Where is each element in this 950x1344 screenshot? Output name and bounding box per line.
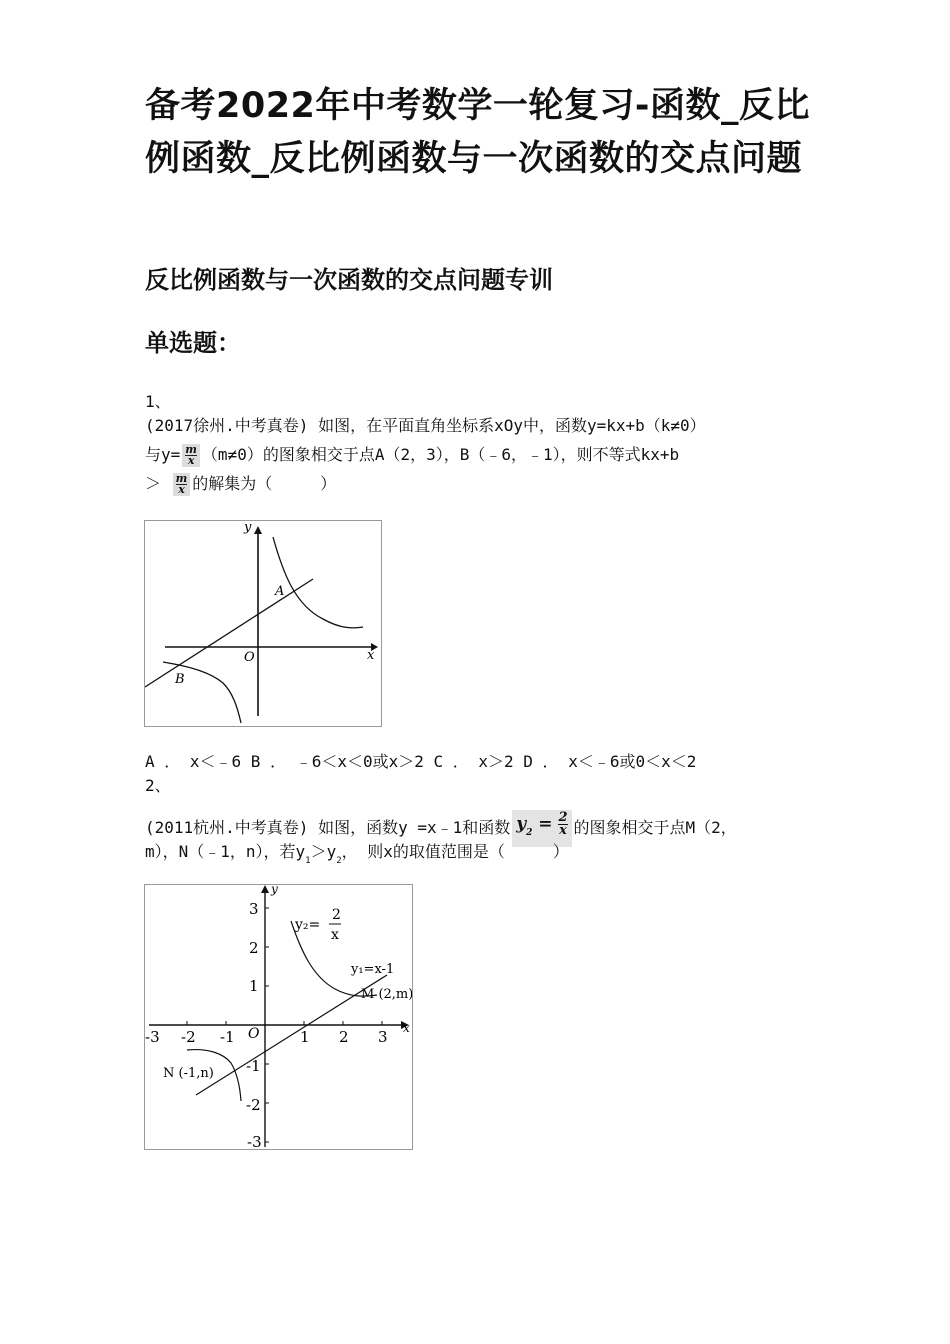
fraction-m-over-x (173, 473, 191, 496)
text-fragment: （m≠0）的图象相交于点A（2，3），B（﹣6，﹣1），则不等式kx+b (201, 445, 680, 464)
question-text-line (145, 472, 336, 496)
origin-label: O (244, 650, 255, 665)
question-number: 2、 (145, 776, 171, 795)
question-number: 1、 (145, 392, 171, 411)
point-b-label: B (175, 672, 185, 687)
question-text-line: (2017徐州.中考真卷) 如图，在平面直角坐标系xOy中，函数y=kx+b（k≠0） (145, 416, 706, 435)
text-fragment: m），N（﹣1，n），若y (145, 842, 306, 861)
y-tick-label: 2 (249, 939, 259, 957)
y-tick-label: 3 (249, 900, 259, 918)
answer-options: A ． x＜﹣6 B ． ﹣6＜x＜0或x＞2 C ． x＞2 D ． x＜﹣6或0＜x＜2 (145, 752, 697, 771)
y-tick-label: -3 (247, 1133, 262, 1149)
origin-label: O (248, 1026, 260, 1042)
subscript: 2 (336, 856, 342, 866)
x-tick-label: 2 (339, 1028, 349, 1046)
text-fragment: ＞y (310, 842, 337, 861)
x-tick-label: -1 (220, 1028, 235, 1046)
y-axis-label: y (244, 521, 252, 535)
fraction-y2-equals-2-over-x: $y_2$ = $\frac{2}{x}$ (512, 810, 571, 847)
text-fragment: ＞ (145, 474, 162, 493)
curve-label-denominator: x (331, 927, 339, 943)
question-text-line (145, 443, 679, 467)
text-fragment: 的图象相交于点M（2， (573, 818, 737, 837)
fraction-denominator: x (187, 454, 195, 467)
graph-2 (145, 885, 412, 1149)
x-axis-label: x (367, 648, 375, 663)
curve-label: y₂= (295, 917, 321, 933)
graph-1 (145, 521, 381, 726)
fraction-numerator: 2 (558, 810, 568, 825)
question-1-figure (144, 520, 382, 727)
text-fragment: (2011杭州.中考真卷) 如图，函数y =x﹣1和函数 (145, 818, 511, 837)
fraction-numerator: m (185, 443, 197, 456)
y-tick-label: -2 (246, 1096, 261, 1114)
y-axis-label: y (271, 885, 278, 896)
text-fragment: 与y= (145, 445, 181, 464)
fraction-m-over-x (182, 444, 200, 467)
question-text-line (145, 840, 569, 873)
fraction-denominator: x (559, 823, 567, 838)
x-axis-label: x (403, 1021, 410, 1035)
text-fragment: ， 则x的取值范围是（ ） (341, 842, 569, 861)
point-a-label: A (275, 584, 285, 599)
x-tick-label: 1 (300, 1028, 310, 1046)
fraction-denominator: x (178, 483, 185, 496)
y-tick-label: -1 (246, 1057, 261, 1075)
point-m-label: M (2,m) (361, 987, 412, 1002)
point-n-label: N (-1,n) (163, 1066, 214, 1081)
subscript: 1 (305, 856, 311, 866)
x-tick-label: 3 (378, 1028, 388, 1046)
page-title: 备考2022年中考数学一轮复习-函数_反比例函数_反比例函数与一次函数的交点问题 (145, 86, 810, 179)
variable: y (516, 814, 527, 834)
linear-function-line (145, 579, 313, 687)
fraction-numerator: m (175, 472, 188, 485)
x-tick-label: -3 (145, 1028, 160, 1046)
curve-label-numerator: 2 (332, 907, 341, 923)
question-2-figure (144, 884, 413, 1150)
page-subtitle: 反比例函数与一次函数的交点问题专训 (145, 266, 553, 294)
hyperbola-branch-1 (273, 537, 363, 628)
y-axis-arrow-icon (254, 526, 262, 534)
y-axis-arrow-icon (261, 885, 269, 893)
text-fragment: 的解集为（ ） (192, 474, 337, 493)
line-label: y₁=x-1 (351, 962, 395, 977)
section-heading: 单选题： (145, 329, 241, 357)
subscript: 2 (526, 828, 533, 838)
x-tick-label: -2 (181, 1028, 196, 1046)
y-tick-label: 1 (249, 977, 259, 995)
